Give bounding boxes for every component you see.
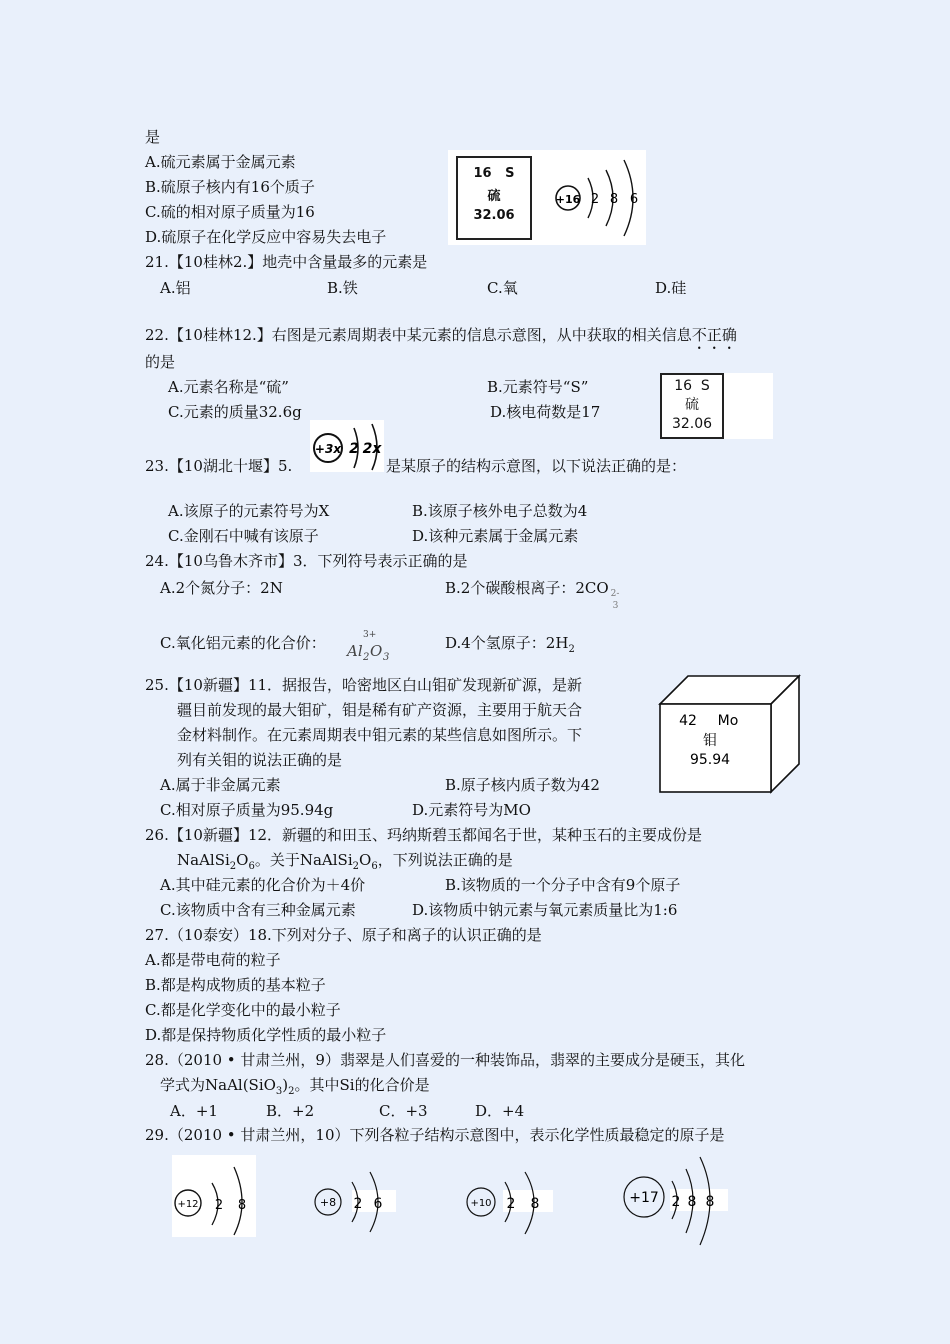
shell-1-count: 2	[671, 1194, 681, 1210]
q21-stem: 21.【10桂林2.】地壳中含量最多的元素是	[145, 253, 428, 271]
alumina-al-sub: 2	[363, 652, 370, 663]
q24-option-d-text: D.4个氢原子：2H	[445, 634, 569, 652]
nucleus-charge: +10	[470, 1198, 492, 1209]
q24-option-b-text: B.2个碳酸根离子：2CO	[445, 579, 609, 597]
shell-1-count: 2	[590, 192, 600, 207]
shell-1-count: 2	[353, 1196, 363, 1212]
q20-atom-diagram	[548, 150, 646, 245]
q28-stem-line-2: 学式为$NaAl(SiO_3)_2$。其中Si的化合价是	[160, 1076, 430, 1097]
q21-option-d: D.硅	[655, 279, 687, 297]
element-mass: 32.06	[671, 416, 713, 432]
element-mass: 95.94	[689, 752, 731, 768]
q25-option-d: D.元素符号为MO	[412, 801, 531, 819]
q24-stem: 24.【10乌鲁木齐市】3．下列符号表示正确的是	[145, 552, 468, 570]
q25-stem-line-2: 疆目前发现的最大钼矿，钼是稀有矿产资源，主要用于航天合	[177, 701, 583, 719]
q29-atom-diagram-1	[172, 1155, 256, 1237]
q28-option-d: D．+4	[475, 1102, 525, 1120]
q26-option-d: D.该物质中钠元素与氧元素质量比为1:6	[412, 901, 678, 919]
element-name: 硫	[685, 397, 699, 413]
shell-2-count: 8	[530, 1196, 540, 1212]
q28-option-a: A．+1	[170, 1102, 218, 1120]
alumina-al: Al	[347, 642, 363, 660]
q20-option-a: A.硫元素属于金属元素	[145, 153, 296, 171]
alumina-o: O	[370, 642, 383, 660]
q22-stem-emphasis: 不正确	[691, 326, 737, 344]
q27-option-a: A.都是带电荷的粒子	[145, 951, 281, 969]
q26-option-a: A.其中硅元素的化合价为＋4价	[160, 876, 366, 894]
q20-figure	[448, 150, 646, 245]
q23-atom-figure	[310, 420, 384, 472]
element-number: 16	[674, 378, 693, 394]
q23-option-b: B.该原子核外电子总数为4	[412, 502, 588, 520]
q22-option-a: A.元素名称是“硫”	[168, 378, 289, 396]
q26-formula-1: $NaAlSi_2O_6$	[177, 851, 255, 872]
q27-option-d: D.都是保持物质化学性质的最小粒子	[145, 1026, 387, 1044]
shell-2-count: 8	[687, 1194, 697, 1210]
nucleus-charge: +3x	[314, 442, 342, 456]
nucleus-charge: +16	[555, 193, 581, 206]
q23-option-c: C.金刚石中喊有该原子	[168, 527, 319, 545]
q21-option-a: A.铝	[160, 279, 191, 297]
q27-option-c: C.都是化学变化中的最小粒子	[145, 1001, 341, 1019]
shell-2-count: 2x	[362, 441, 382, 457]
q22-option-b: B.元素符号“S”	[487, 378, 589, 396]
q20-option-d: D.硫原子在化学反应中容易失去电子	[145, 228, 387, 246]
shell-1-count: 2	[506, 1196, 516, 1212]
q29-atom-diagram-4	[620, 1155, 730, 1247]
q26-stem-line-2	[177, 850, 513, 877]
q24-option-c: C.氧化铝元素的化合价：	[160, 634, 326, 652]
element-name: 硫	[487, 189, 501, 204]
q24-option-d-sub: 2	[568, 644, 575, 655]
q28-option-b: B．+2	[266, 1102, 315, 1120]
q21-option-c: C.氧	[487, 279, 518, 297]
element-symbol: S	[505, 166, 515, 181]
q22-element-box	[660, 373, 724, 439]
q22-stem	[145, 325, 737, 353]
q24-alumina-formula	[347, 630, 397, 664]
q26-line-2-mid: 。关于	[254, 851, 300, 869]
q25-element-cube	[658, 674, 802, 794]
q26-option-b: B.该物质的一个分子中含有9个原子	[445, 876, 681, 894]
shell-1-count: 2	[214, 1198, 224, 1213]
q23-option-a: A.该原子的元素符号为X	[168, 502, 330, 520]
q28-option-c: C．+3	[379, 1102, 428, 1120]
nucleus-charge: +8	[319, 1196, 337, 1209]
carbonate-charge: 2-	[610, 589, 620, 599]
q26-option-c: C.该物质中含有三种金属元素	[160, 901, 356, 919]
alumina-o-sub: 3	[383, 652, 390, 663]
q22-stem-b: 的是	[145, 353, 176, 371]
q21-option-b: B.铁	[327, 279, 358, 297]
nucleus-charge: +12	[177, 1199, 199, 1210]
alumina-charge: 3+	[363, 630, 377, 640]
shell-2-count: 8	[237, 1198, 247, 1213]
nucleus-charge: +17	[629, 1190, 659, 1206]
q22-option-d: D.核电荷数是17	[490, 403, 601, 421]
q29-atom-diagram-3	[463, 1170, 555, 1236]
q27-stem: 27.（10泰安）18.下列对分子、原子和离子的认识正确的是	[145, 926, 542, 944]
q22-figure	[660, 373, 773, 439]
q29-atom-diagram-2	[312, 1170, 396, 1234]
q20-stem-tail: 是	[145, 128, 161, 146]
q24-option-b	[445, 578, 623, 611]
element-symbol: Mo	[717, 713, 739, 729]
carbonate-subscript: 3	[612, 601, 619, 611]
q26-stem: 26.【10新疆】12．新疆的和田玉、玛纳斯碧玉都闻名于世，某种玉石的主要成份是	[145, 826, 703, 844]
shell-3-count: 8	[705, 1194, 715, 1210]
q22-stem-a: 22.【10桂林12.】右图是元素周期表中某元素的信息示意图，从中获取的相关信息	[145, 326, 692, 344]
q23-stem-a: 23.【10湖北十堰】5.	[145, 457, 293, 475]
q26-formula-2: $NaAlSi_2O_6$	[299, 851, 378, 872]
q25-stem-line-4: 列有关钼的说法正确的是	[177, 751, 343, 769]
q24-option-d	[445, 633, 575, 660]
q29-stem: 29.（2010 • 甘肃兰州，10）下列各粒子结构示意图中，表示化学性质最稳定的原子是	[145, 1126, 725, 1144]
q24-option-a: A.2个氮分子：2N	[160, 579, 283, 597]
element-name: 钼	[703, 733, 717, 749]
element-number: 42	[679, 713, 697, 729]
q25-stem-line-3: 金材料制作。在元素周期表中钼元素的某些信息如图所示。下	[177, 726, 583, 744]
shell-3-count: 6	[629, 192, 639, 207]
q23-option-d: D.该种元素属于金属元素	[412, 527, 579, 545]
shell-2-count: 6	[373, 1196, 383, 1212]
q26-line-2-end: ，下列说法正确的是	[377, 851, 513, 869]
q20-option-c: C.硫的相对原子质量为16	[145, 203, 315, 221]
q20-option-b: B.硫原子核内有16个质子	[145, 178, 315, 196]
element-symbol: S	[700, 378, 710, 394]
q25-option-a: A.属于非金属元素	[160, 776, 281, 794]
shell-2-count: 8	[609, 192, 619, 207]
q28-stem: 28.（2010 • 甘肃兰州，9）翡翠是人们喜爱的一种装饰品，翡翠的主要成分是硬玉，其化	[145, 1051, 745, 1069]
q25-option-c: C.相对原子质量为95.94g	[160, 801, 334, 819]
shell-1-count: 2	[349, 441, 359, 457]
q27-option-b: B.都是构成物质的基本粒子	[145, 976, 326, 994]
q23-atom-diagram	[310, 420, 384, 472]
q22-option-c: C.元素的质量32.6g	[168, 403, 302, 421]
element-mass: 32.06	[473, 208, 515, 223]
q20-element-box	[456, 156, 532, 240]
q23-stem-b: 是某原子的结构示意图，以下说法正确的是：	[386, 457, 687, 475]
q25-stem-line-1: 25.【10新疆】11．据报告，哈密地区白山钼矿发现新矿源，是新	[145, 676, 583, 694]
q25-option-b: B.原子核内质子数为42	[445, 776, 600, 794]
element-number: 16	[473, 166, 492, 181]
